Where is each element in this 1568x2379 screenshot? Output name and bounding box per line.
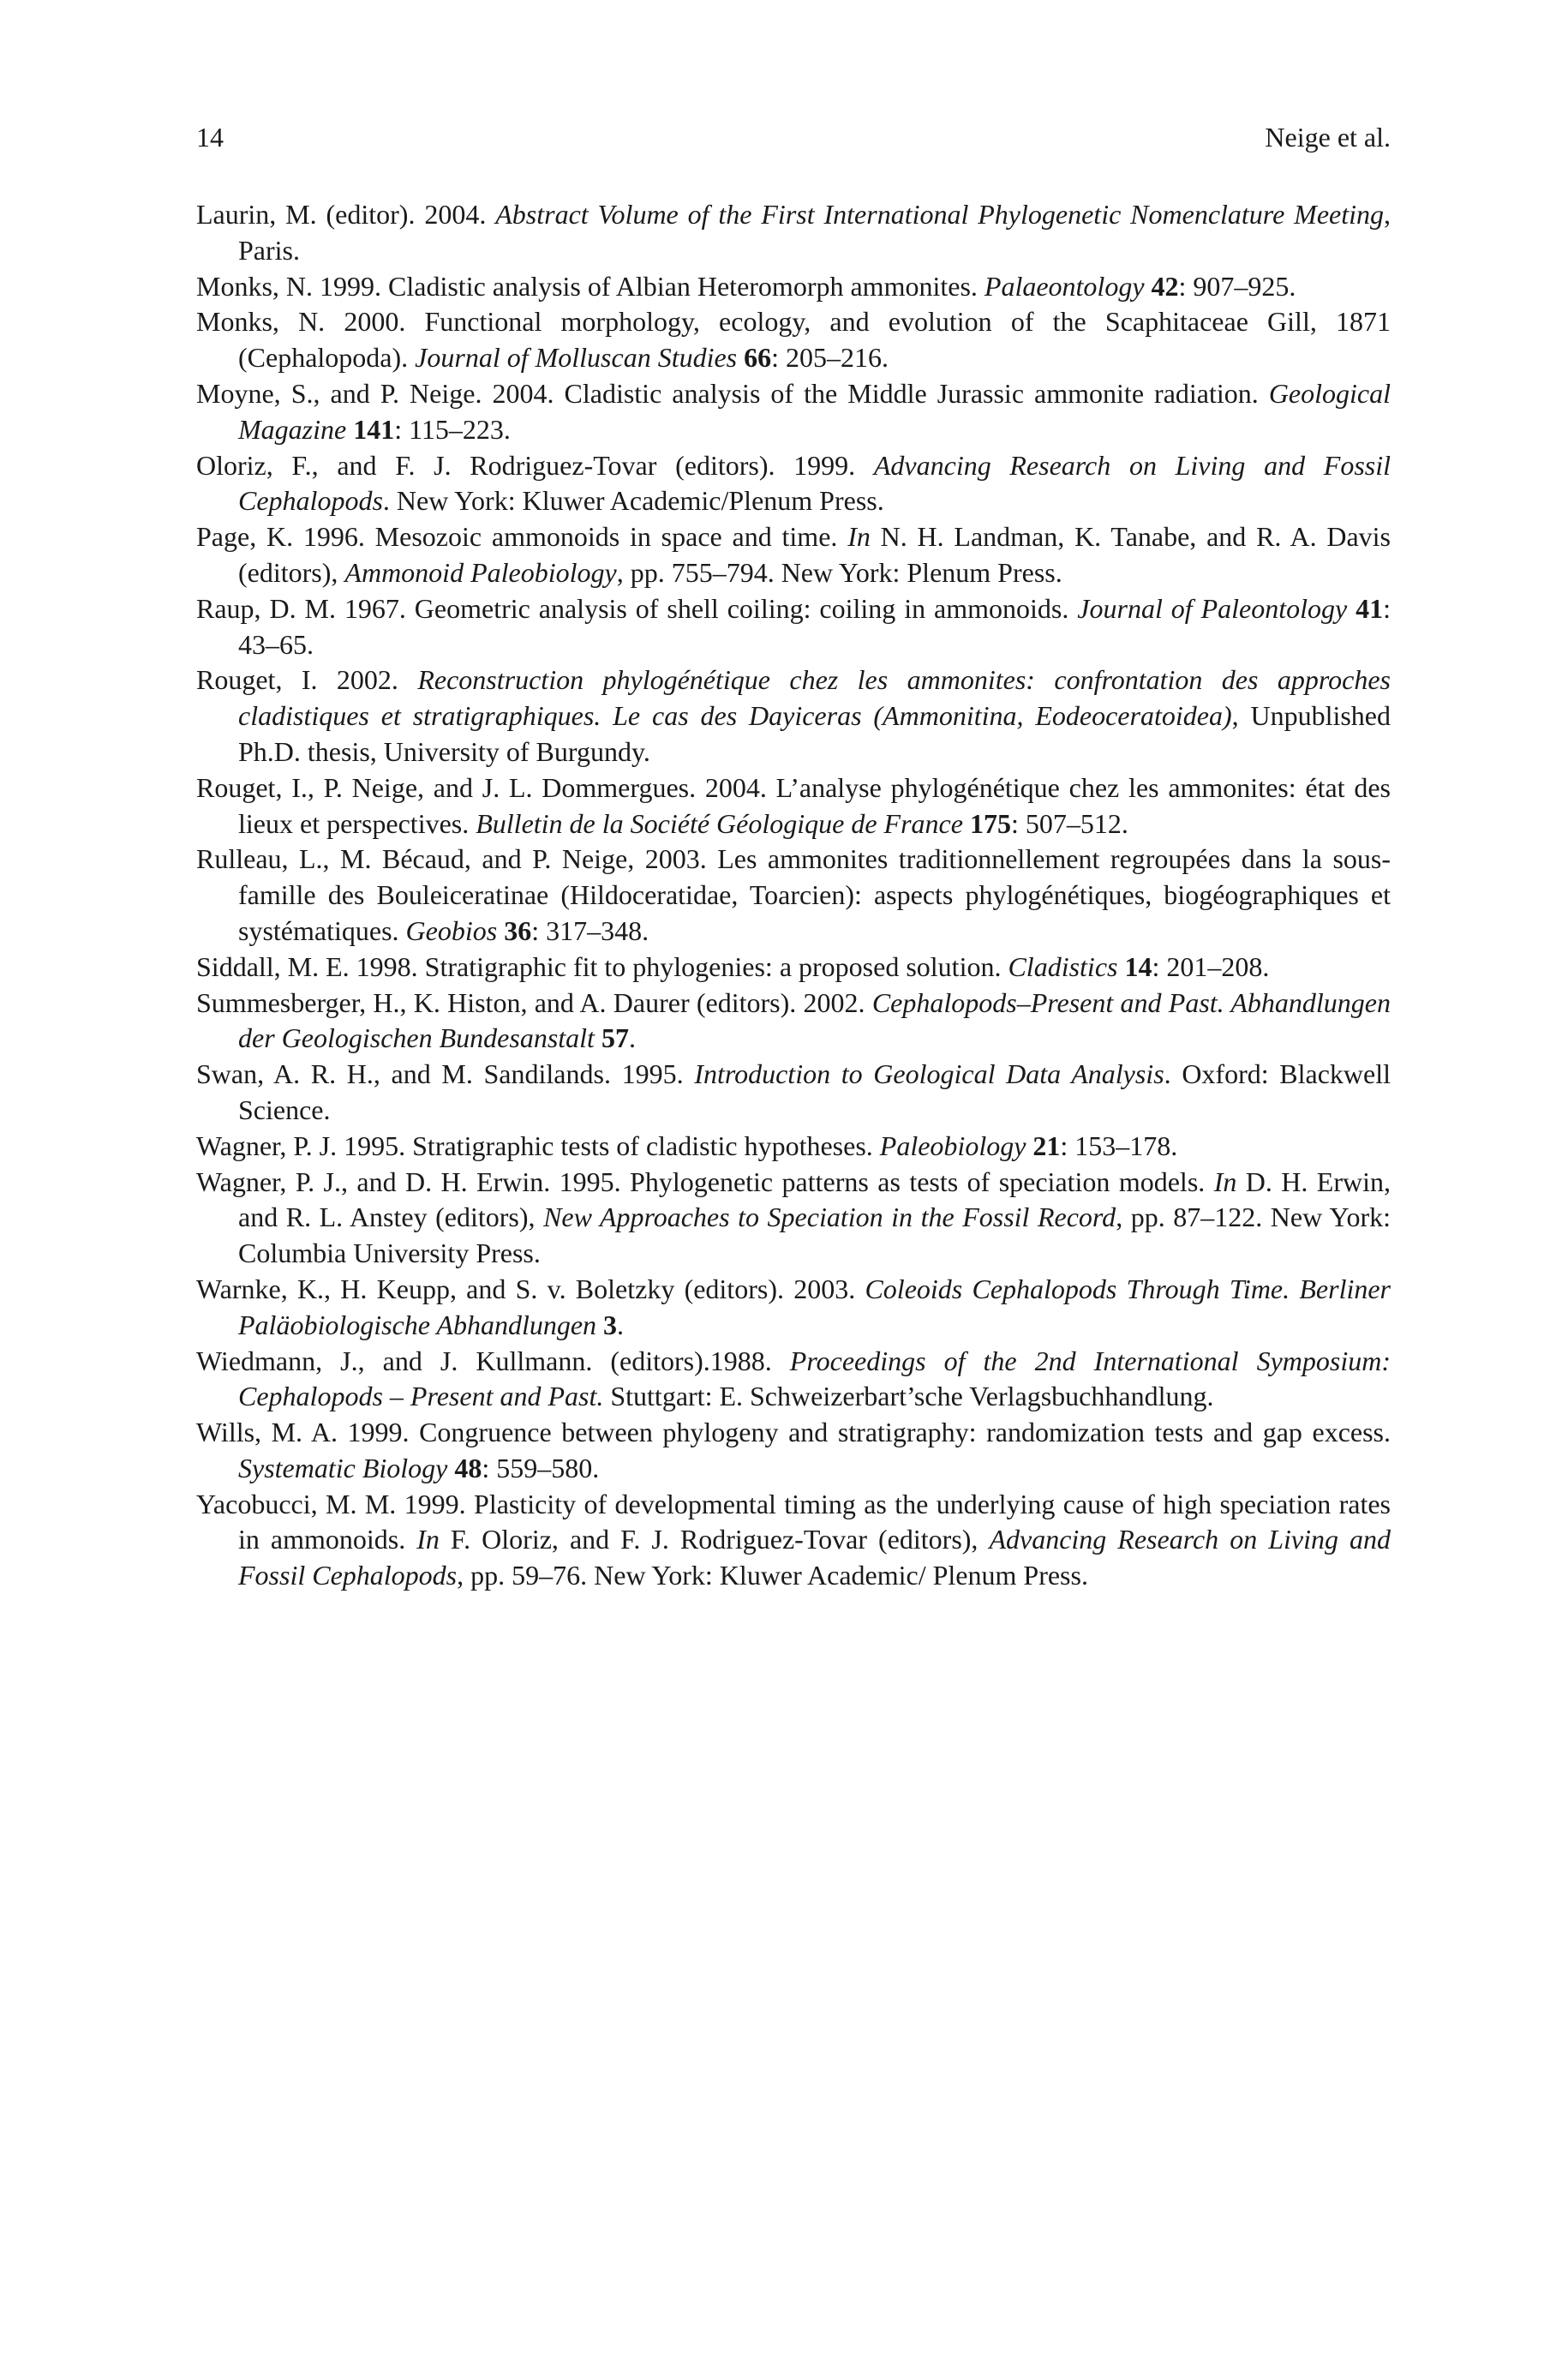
- reference-text: Raup, D. M. 1967. Geometric analysis of shell coiling: coiling in ammonoids.: [196, 592, 1078, 624]
- reference-text: Wagner, P. J. 1995. Stratigraphic tests of cladistic hypotheses.: [196, 1130, 880, 1161]
- reference-entry: [196, 1272, 1391, 1344]
- reference-text: : 153–178.: [1060, 1130, 1178, 1161]
- reference-volume: 57: [601, 1022, 629, 1054]
- reference-text: , Paris.: [238, 199, 1391, 266]
- reference-volume: 36: [504, 914, 532, 946]
- reference-text: Moyne, S., and P. Neige. 2004. Cladistic analysis of the Middle Jurassic ammonite radiation.: [196, 377, 1269, 409]
- reference-text: : 559–580.: [482, 1452, 600, 1483]
- reference-list: [196, 197, 1391, 1594]
- reference-text: : 43–65.: [238, 592, 1391, 660]
- reference-text: [596, 1309, 603, 1340]
- reference-italic-text: Proceedings of the 2nd International Symposium: Cephalopods – Present and Past.: [238, 1345, 1391, 1412]
- reference-text: : 205–216.: [771, 342, 889, 374]
- reference-text: Wagner, P. J., and D. H. Erwin. 1995. Phylogenetic patterns as tests of speciation models.: [196, 1166, 1214, 1197]
- reference-italic-text: Abstract Volume of the First International Phylogenetic Nomenclature Meeting: [495, 199, 1385, 230]
- reference-italic-text: Ammonoid Paleobiology: [344, 556, 617, 588]
- reference-entry: [196, 1487, 1391, 1594]
- reference-italic-text: Systematic Biology: [238, 1452, 448, 1483]
- reference-entry: [196, 950, 1391, 986]
- reference-entry: [196, 1415, 1391, 1487]
- reference-italic-text: Reconstruction phylogénétique chez les ammonites: confrontation des approches cladistiques et stratigraphiques. Le cas des Dayiceras (Ammonitina, Eodeoceratoidea): [238, 664, 1391, 732]
- reference-text: : 317–348.: [531, 914, 649, 946]
- reference-text: [737, 342, 744, 373]
- reference-entry: [196, 519, 1391, 591]
- reference-entry: [196, 197, 1391, 269]
- reference-text: Siddall, M. E. 1998. Stratigraphic fit to phylogenies: a proposed solution.: [196, 950, 1008, 982]
- reference-text: Summesberger, H., K. Histon, and A. Daurer (editors). 2002.: [196, 986, 872, 1018]
- reference-entry: [196, 376, 1391, 448]
- reference-text: Wills, M. A. 1999. Congruence between phylogeny and stratigraphy: randomization tests and gap excess.: [196, 1417, 1391, 1448]
- reference-text: : 201–208.: [1152, 950, 1270, 982]
- reference-entry: [196, 1129, 1391, 1165]
- reference-text: [1145, 271, 1152, 302]
- page-header: [196, 117, 1391, 158]
- reference-italic-text: Geological Magazine: [238, 377, 1391, 445]
- reference-italic-text: Paleobiology: [879, 1130, 1026, 1161]
- reference-text: , Unpublished Ph.D. thesis, University of Burgundy.: [238, 700, 1391, 767]
- reference-text: : 115–223.: [394, 413, 511, 445]
- reference-text: Laurin, M. (editor). 2004.: [196, 199, 496, 230]
- reference-volume: 141: [353, 413, 395, 445]
- reference-volume: 42: [1151, 270, 1179, 302]
- reference-italic-text: Palaeontology: [984, 270, 1145, 302]
- reference-italic-text: In: [1213, 1166, 1237, 1197]
- reference-volume: 3: [603, 1309, 618, 1340]
- reference-volume: 41: [1356, 592, 1384, 624]
- reference-text: Monks, N. 1999. Cladistic analysis of Albian Heteromorph ammonites.: [196, 270, 984, 302]
- reference-italic-text: Geobios: [405, 914, 498, 946]
- reference-volume: 175: [969, 807, 1011, 839]
- reference-text: [497, 915, 504, 946]
- reference-text: . Oxford: Blackwell Science.: [238, 1058, 1391, 1125]
- reference-text: Swan, A. R. H., and M. Sandilands. 1995.: [196, 1058, 695, 1090]
- reference-volume: 14: [1124, 950, 1152, 982]
- reference-entry: [196, 448, 1391, 520]
- reference-text: D. H. Erwin, and R. L. Anstey (editors),: [238, 1166, 1391, 1233]
- reference-entry: [196, 1344, 1391, 1416]
- reference-text: [346, 414, 353, 445]
- reference-text: Rouget, I., P. Neige, and J. L. Dommergues. 2004. L’analyse phylogénétique chez les ammonites: état des lieux et perspectives.: [196, 771, 1391, 839]
- reference-volume: 48: [454, 1452, 482, 1483]
- reference-text: [595, 1022, 601, 1053]
- reference-text: [1347, 593, 1356, 624]
- reference-text: [963, 808, 970, 839]
- reference-text: Wiedmann, J., and J. Kullmann. (editors).1988.: [196, 1345, 790, 1376]
- reference-text: Warnke, K., H. Keupp, and S. v. Boletzky (editors). 2003.: [196, 1273, 865, 1304]
- reference-italic-text: Bulletin de la Société Géologique de France: [476, 807, 963, 839]
- reference-italic-text: In: [847, 521, 871, 553]
- reference-text: : 907–925.: [1178, 270, 1296, 302]
- reference-text: F. Oloriz, and F. J. Rodriguez-Tovar (editors),: [439, 1524, 990, 1555]
- running-head: Neige et al.: [1265, 122, 1391, 153]
- reference-italic-text: New Approaches to Speciation in the Fossil Record: [543, 1201, 1116, 1233]
- reference-italic-text: Introduction to Geological Data Analysis: [694, 1058, 1164, 1090]
- reference-text: Yacobucci, M. M. 1999. Plasticity of developmental timing as the underlying cause of high speciation rates in ammonoids.: [196, 1488, 1391, 1555]
- reference-text: Oloriz, F., and F. J. Rodriguez-Tovar (editors). 1999.: [196, 449, 874, 481]
- reference-text: Rouget, I. 2002.: [196, 664, 418, 696]
- reference-text: Page, K. 1996. Mesozoic ammonoids in space and time.: [196, 521, 848, 553]
- reference-text: Stuttgart: E. Schweizerbart’sche Verlagsbuchhandlung.: [603, 1381, 1214, 1412]
- reference-entry: [196, 662, 1391, 770]
- reference-text: N. H. Landman, K. Tanabe, and R. A. Davis (editors),: [238, 521, 1391, 588]
- reference-text: , pp. 87–122. New York: Columbia University Press.: [238, 1201, 1391, 1269]
- reference-text: , pp. 755–794. New York: Plenum Press.: [616, 556, 1062, 588]
- reference-entry: [196, 304, 1391, 376]
- reference-italic-text: Coleoids Cephalopods Through Time. Berliner Paläobiologische Abhandlungen: [238, 1273, 1391, 1340]
- reference-entry: [196, 842, 1391, 949]
- reference-entry: [196, 770, 1391, 842]
- page-number: 14: [196, 122, 224, 153]
- reference-volume: 21: [1032, 1130, 1061, 1161]
- reference-italic-text: Cephalopods–Present and Past. Abhandlungen der Geologischen Bundesanstalt: [238, 986, 1391, 1054]
- reference-entry: [196, 1165, 1391, 1272]
- reference-entry: [196, 1057, 1391, 1129]
- reference-italic-text: Journal of Molluscan Studies: [415, 342, 738, 374]
- reference-entry: [196, 591, 1391, 663]
- reference-text: : 507–512.: [1010, 807, 1128, 839]
- reference-text: .: [617, 1309, 625, 1340]
- reference-italic-text: Advancing Research on Living and Fossil Cephalopods: [238, 449, 1391, 517]
- reference-italic-text: Journal of Paleontology: [1077, 592, 1348, 624]
- reference-text: Rulleau, L., M. Bécaud, and P. Neige, 2003. Les ammonites traditionnellement regroupées dans la sous-famille des Bouleiceratinae (Hildoceratidae, Toarcien): aspects phylogénétiques, biogéographiques et systématiques.: [196, 843, 1391, 946]
- reference-italic-text: Cladistics: [1008, 950, 1118, 982]
- reference-entry: [196, 269, 1391, 305]
- reference-text: , pp. 59–76. New York: Kluwer Academic/ Plenum Press.: [457, 1560, 1088, 1591]
- reference-text: . New York: Kluwer Academic/Plenum Press.: [382, 485, 884, 517]
- reference-volume: 66: [744, 342, 772, 374]
- reference-text: .: [628, 1022, 636, 1054]
- reference-italic-text: In: [416, 1524, 440, 1555]
- reference-entry: [196, 986, 1391, 1058]
- reference-italic-text: Advancing Research on Living and Fossil Cephalopods: [238, 1524, 1391, 1591]
- reference-text: Monks, N. 2000. Functional morphology, ecology, and evolution of the Scaphitaceae Gill, 1871 (Cephalopoda).: [196, 306, 1391, 374]
